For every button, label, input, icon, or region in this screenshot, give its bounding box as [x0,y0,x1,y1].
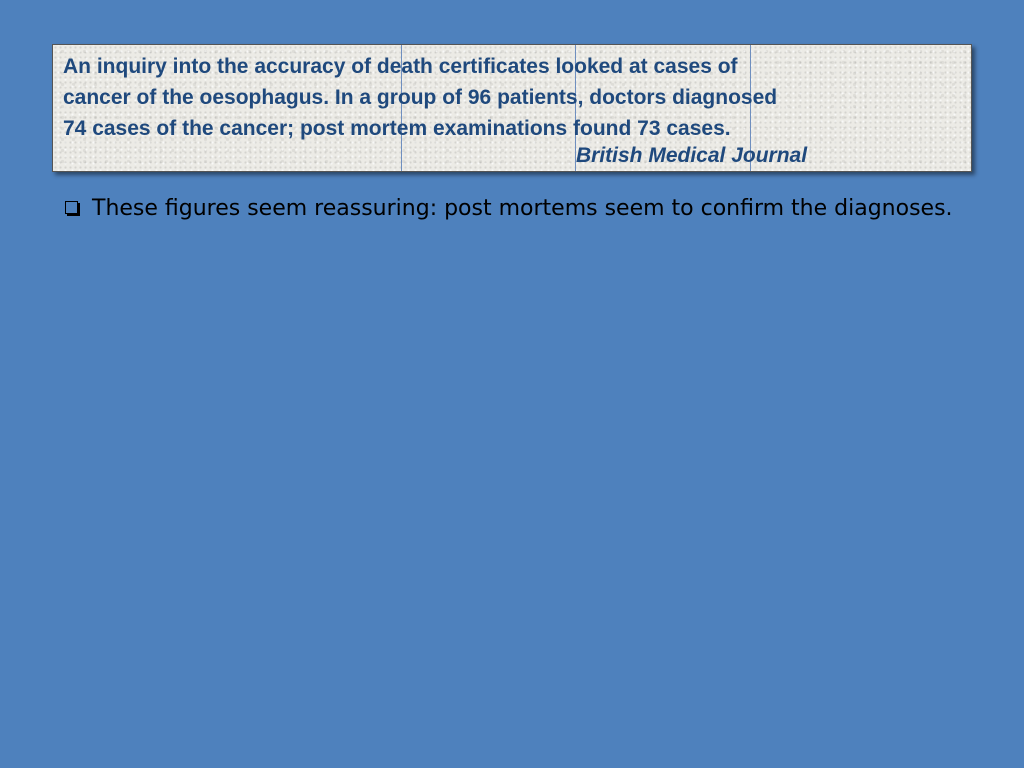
quote-line: 74 cases of the cancer; post mortem examinations found 73 cases. [63,117,731,140]
quote-box [52,44,972,172]
bullet-text: These figures seem reassuring: post mortems seem to confirm the diagnoses. [92,196,953,221]
quote-line: cancer of the oesophagus. In a group of 96 patients, doctors diagnosed [63,86,778,109]
hollow-square-bullet-icon [65,201,78,214]
quote-source: British Medical Journal [576,144,808,167]
quote-text [63,51,963,144]
bullet-item [62,193,962,224]
quote-line: An inquiry into the accuracy of death certificates looked at cases of [63,55,738,78]
